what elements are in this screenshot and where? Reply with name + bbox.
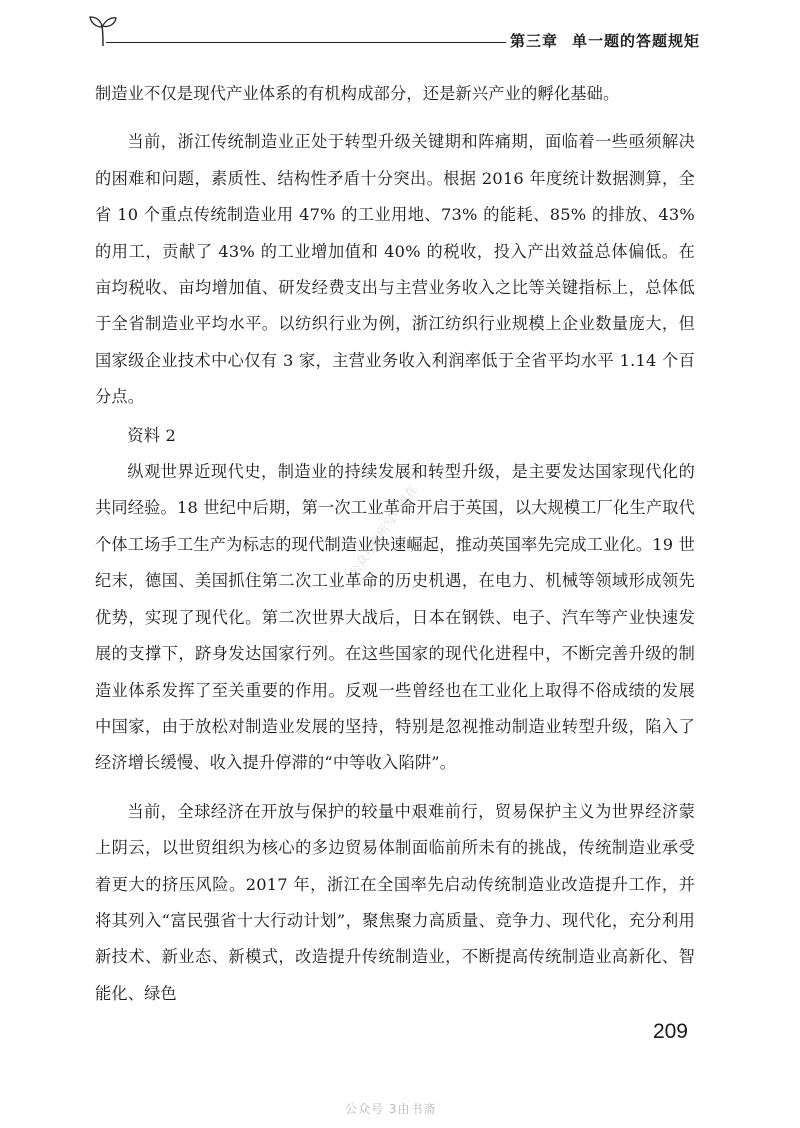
running-header [88, 14, 700, 54]
header-title [510, 30, 700, 51]
page-number: 209 [652, 1020, 688, 1043]
watermark: 公众号你所写可以在 [346, 482, 421, 580]
footer-watermark: 公众号 3由书斋 [345, 1102, 437, 1116]
material-heading: 资料 2 [127, 425, 177, 445]
chapter-label: 第三章 [509, 32, 558, 50]
header-rule [106, 42, 506, 43]
paragraph: 纵观世界近现代史，制造业的持续发展和转型升级，是主要发达国家现代化的共同经验。18 世纪中后期，第一次工业革命开启于英国，以大规模工厂化生产取代个体工场手工生产为标志的现代制造业快速崛起，推动英国率先完成工业化。19 世纪末，德国、美国抓住第二次工业革命的历史机遇，在电力、机械等领域形成领先优势，实现了现代化。第二次世界大战后，日本在钢铁、电子、汽车等产业快速发展的支撑下，跻身发达国家行列。在这些国家的现代化进程中，不断完善升级的制造业体系发挥了至关重要的作用。反观一些曾经也在工业化上取得不俗成绩的发展中国家，由于放松对制造业发展的坚持，特别是忽视推动制造业转型升级，陷入了经济增长缓慢、收入提升停滞的“中等收入陷阱”。 [95, 462, 695, 773]
paragraph: 当前，浙江传统制造业正处于转型升级关键期和阵痛期，面临着一些亟须解决的困难和问题，素质性、结构性矛盾十分突出。根据 2016 年度统计数据测算，全省 10 个重点传统制造业用 47% 的工业用地、73% 的能耗、85% 的排放、43% 的用工，贡献了 43% 的工业增加值和 40% 的税收，投入产出效益总体偏低。在亩均税收、亩均增加值、研发经费支出与主营业务收入之比等关键指标上，总体低于全省制造业平均水平。以纺织行业为例，浙江纺织行业规模上企业数量庞大，但国家级企业技术中心仅有 3 家，主营业务收入利润率低于全省平均水平 1.14 个百分点。 [95, 132, 695, 407]
paragraph: 制造业不仅是现代产业体系的有机构成部分，还是新兴产业的孵化基础。 [95, 84, 620, 103]
page-body [95, 76, 695, 1012]
section-title: 单一题的答题规矩 [571, 32, 700, 50]
paragraph: 当前，全球经济在开放与保护的较量中艰难前行，贸易保护主义为世界经济蒙上阴云，以世贸组织为核心的多边贸易体制面临前所未有的挑战，传统制造业承受着更大的挤压风险。2017 年，浙江在全国率先启动传统制造业改造提升工作，并将其列入“富民强省十大行动计划”，聚焦聚力高质量、竞争力、现代化，充分利用新技术、新业态、新模式，改造提升传统制造业，不断提高传统制造业高新化、智能化、绿色 [95, 801, 695, 1003]
